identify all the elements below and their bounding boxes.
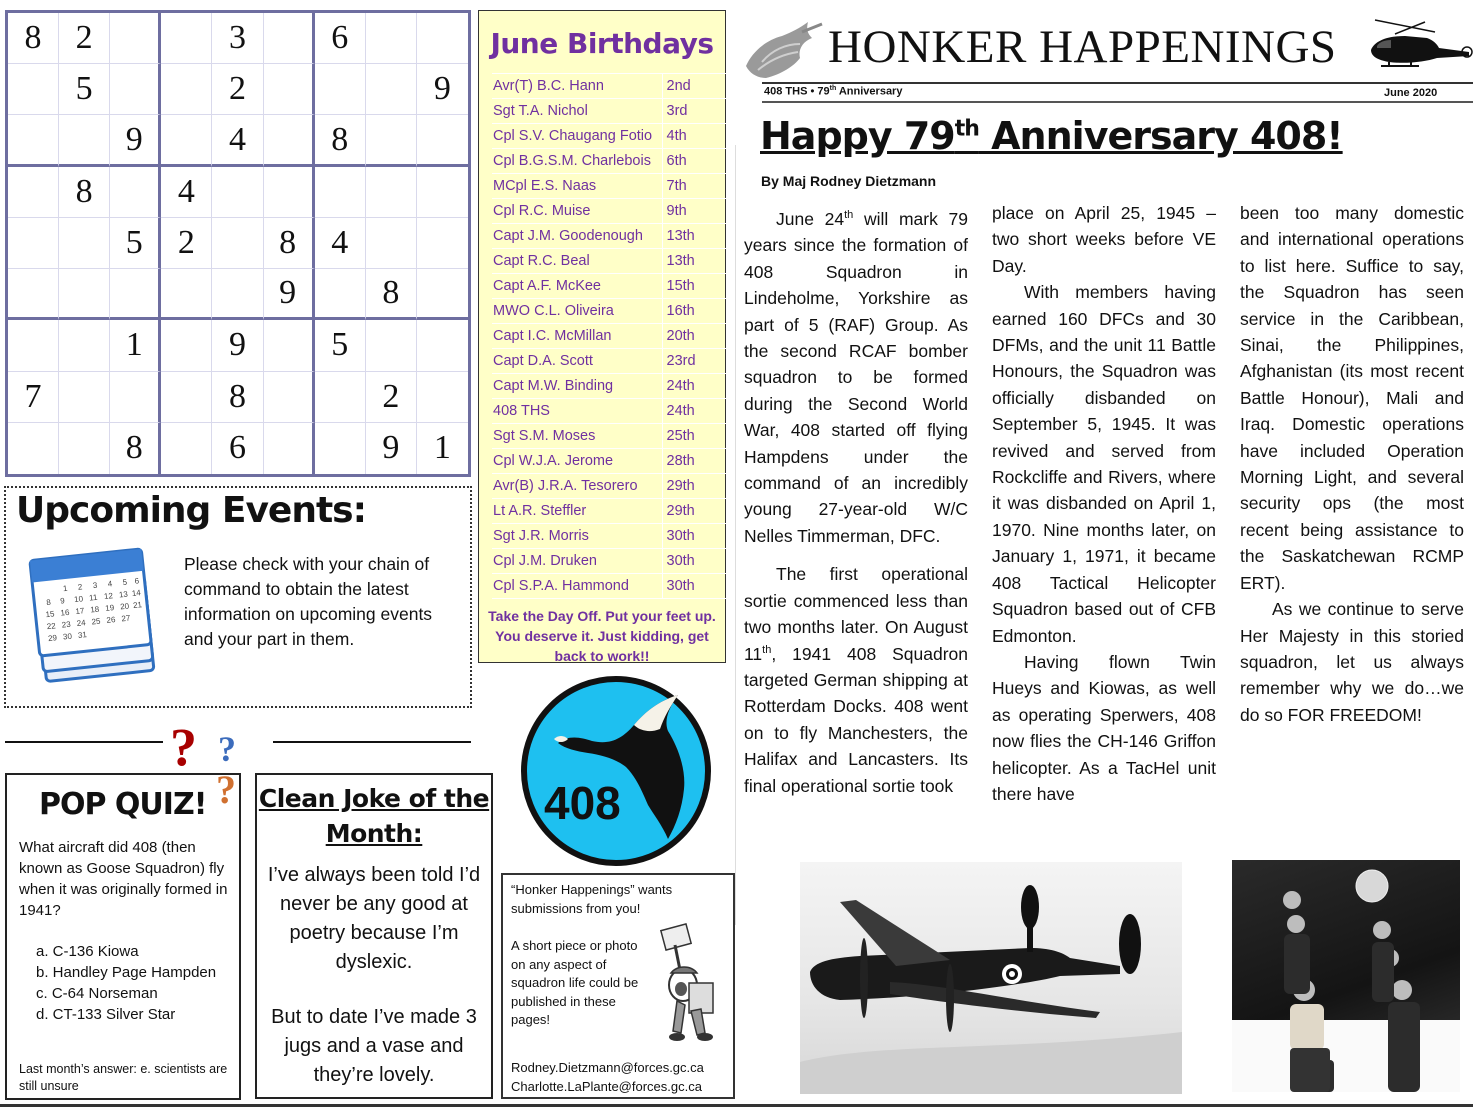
submissions-emails xyxy=(511,1059,733,1096)
svg-text:25: 25 xyxy=(91,616,101,627)
joke-setup: I’ve always been told I’d never be any good at poetry because I’m dyslexic. xyxy=(267,864,481,973)
svg-text:19: 19 xyxy=(104,603,115,613)
birthday-name: MCpl E.S. Naas xyxy=(492,174,662,199)
quiz-question: What aircraft did 408 (then known as Goose Squadron) fly when it was originally formed in 1941? xyxy=(19,839,228,919)
question-marks-icon: ? ? ? xyxy=(170,717,236,812)
sudoku-cell[interactable] xyxy=(8,320,59,371)
birthday-name: Capt A.F. McKee xyxy=(492,274,662,299)
sudoku-cell: 4 xyxy=(161,167,212,218)
sudoku-cell[interactable] xyxy=(366,218,417,269)
birthday-name: Cpl S.P.A. Hammond xyxy=(492,574,662,599)
svg-text:4: 4 xyxy=(107,579,113,589)
email-link-charlotte[interactable]: Charlotte.LaPlante@forces.gc.ca xyxy=(511,1078,702,1094)
sudoku-grid xyxy=(5,10,471,477)
svg-text:18: 18 xyxy=(89,604,100,615)
sudoku-cell[interactable] xyxy=(264,167,315,218)
birthday-name: Capt R.C. Beal xyxy=(492,249,662,274)
birthday-row xyxy=(492,474,726,499)
svg-text:5: 5 xyxy=(122,577,128,588)
birthday-name: Cpl W.J.A. Jerome xyxy=(492,449,662,474)
birthday-day: 13th xyxy=(662,249,726,274)
sudoku-cell: 2 xyxy=(366,372,417,423)
svg-text:20: 20 xyxy=(119,601,130,612)
svg-text:11: 11 xyxy=(88,592,98,603)
birthday-name: Avr(T) B.C. Hann xyxy=(492,74,662,99)
birthday-row xyxy=(492,224,726,249)
quiz-title: POP QUIZ! xyxy=(39,787,207,822)
pop-quiz-box xyxy=(5,773,241,1100)
birthday-name: Capt D.A. Scott xyxy=(492,349,662,374)
masthead-subtitle: 408 THS • 79th Anniversary xyxy=(764,85,903,98)
sudoku-cell[interactable] xyxy=(417,13,468,64)
article-paragraph: Having flown Twin Hueys and Kiowas, as well as operating Sperwers, 408 now flies the CH-146 Griffon helicopter. As a TacHel unit there have xyxy=(992,651,1216,804)
svg-text:27: 27 xyxy=(120,613,131,624)
birthday-day: 20th xyxy=(662,324,726,349)
sudoku-cell[interactable] xyxy=(8,115,59,166)
birthday-day: 24th xyxy=(662,374,726,399)
article-paragraph: June 24th will mark 79 years since the formation of 408 Squadron in Lindeholme, Yorkshire as part of 5 (RAF) Group. As the second RCAF bomber squadron to be formed during the Second World War, 408 started off flying Hampdens under the command of an incredibly young 27-year-old W/C Nelles Timmerman, DFC. xyxy=(744,209,968,546)
svg-text:12: 12 xyxy=(103,591,114,602)
birthday-row xyxy=(492,199,726,224)
birthday-row xyxy=(492,274,726,299)
birthday-name: MWO C.L. Oliveira xyxy=(492,299,662,324)
svg-text:14: 14 xyxy=(131,588,142,599)
masthead-rule-top xyxy=(762,82,1473,84)
sudoku-cell[interactable] xyxy=(315,167,366,218)
birthday-name: Avr(B) J.R.A. Tesorero xyxy=(492,474,662,499)
article-column-3 xyxy=(1240,200,1464,728)
birthday-row xyxy=(492,124,726,149)
sudoku-cell[interactable] xyxy=(161,320,212,371)
squadron-408-logo xyxy=(518,673,714,869)
svg-text:1: 1 xyxy=(62,583,68,594)
sudoku-cell[interactable] xyxy=(110,167,161,218)
sudoku-cell: 1 xyxy=(433,429,451,467)
divider-right xyxy=(273,741,471,743)
birthday-row xyxy=(492,299,726,324)
sudoku-cell: 8 xyxy=(366,269,417,320)
bomber-aircraft-icon xyxy=(800,862,1182,1094)
sudoku-cell[interactable] xyxy=(417,218,468,269)
sudoku-cell[interactable] xyxy=(417,167,468,218)
birthdays-title: June Birthdays xyxy=(490,27,714,60)
sudoku-cell[interactable] xyxy=(161,64,212,115)
page-bottom-rule xyxy=(0,1104,1473,1107)
birthday-name: Capt M.W. Binding xyxy=(492,374,662,399)
svg-text:3: 3 xyxy=(92,580,98,591)
birthday-day: 28th xyxy=(662,449,726,474)
sudoku-cell[interactable] xyxy=(212,218,263,269)
birthday-row xyxy=(492,249,726,274)
sudoku-cell[interactable] xyxy=(59,320,110,371)
sudoku-cell: 8 xyxy=(8,13,59,64)
svg-text:17: 17 xyxy=(74,606,85,617)
quiz-option: c. C-64 Norseman xyxy=(36,985,158,1002)
quiz-option: b. Handley Page Hampden xyxy=(36,964,217,981)
sudoku-cell[interactable] xyxy=(315,269,366,320)
issue-date: June 2020 xyxy=(1384,87,1438,99)
sudoku-cell[interactable] xyxy=(8,269,59,320)
article-paragraph: The first operational sortie commenced less than two months later. On August 11th, 1941 408 Squadron targeted German shipping at Rotterdam Docks. 408 went on to fly Manchesters, the Halifax and Lancasters. Its final operational sortie took xyxy=(744,564,968,796)
birthday-day: 9th xyxy=(662,199,726,224)
sudoku-cell[interactable] xyxy=(161,269,212,320)
article-paragraph: As we continue to serve Her Majesty in this storied squadron, let us always remember why we do…we do so FOR FREEDOM! xyxy=(1240,599,1464,725)
sudoku-cell: 9 xyxy=(417,64,468,115)
sudoku-cell: 4 xyxy=(212,115,263,166)
quiz-option: d. CT-133 Silver Star xyxy=(36,1006,176,1023)
birthday-name: 408 THS xyxy=(492,399,662,424)
birthday-row xyxy=(492,499,726,524)
birthday-day: 29th xyxy=(662,474,726,499)
svg-text:15: 15 xyxy=(45,609,55,620)
birthday-name: Sgt J.R. Morris xyxy=(492,524,662,549)
sudoku-cell: 6 xyxy=(212,423,263,474)
sudoku-cell: 5 xyxy=(315,320,366,371)
sudoku-cell[interactable] xyxy=(110,64,161,115)
calendar-icon xyxy=(26,546,166,686)
events-text: Please check with your chain of command to obtain the latest information on upcoming events and your part in them. xyxy=(184,554,433,649)
upcoming-events-box xyxy=(4,486,472,708)
sudoku-cell: 9 xyxy=(110,115,161,166)
joke-box xyxy=(255,773,493,1099)
goose-wing-icon xyxy=(742,22,827,80)
sudoku-cell[interactable] xyxy=(8,423,59,474)
birthday-day: 6th xyxy=(662,149,726,174)
birthdays-table xyxy=(492,73,726,599)
birthday-day: 15th xyxy=(662,274,726,299)
sudoku-cell[interactable] xyxy=(366,13,417,64)
sudoku-cell: 6 xyxy=(315,13,366,64)
svg-text:31: 31 xyxy=(77,630,88,640)
sudoku-cell: 9 xyxy=(264,269,315,320)
birthday-row xyxy=(492,399,726,424)
birthday-name: Capt J.M. Goodenough xyxy=(492,224,662,249)
sudoku-cell[interactable] xyxy=(8,64,59,115)
sudoku-cell: 8 xyxy=(59,167,110,218)
sudoku-cell[interactable] xyxy=(264,320,315,371)
column-divider xyxy=(735,145,736,925)
sudoku-cell[interactable] xyxy=(161,423,212,474)
sudoku-cell[interactable] xyxy=(8,167,59,218)
sudoku-cell[interactable] xyxy=(264,423,315,474)
birthday-row xyxy=(492,174,726,199)
birthday-row xyxy=(492,574,726,599)
birthday-day: 30th xyxy=(662,524,726,549)
sudoku-cell[interactable] xyxy=(110,372,161,423)
sudoku-cell: 7 xyxy=(8,372,59,423)
sudoku-cell: 5 xyxy=(110,218,161,269)
birthday-day: 30th xyxy=(662,549,726,574)
sudoku-cell[interactable] xyxy=(264,115,315,166)
aircrew-group-photo xyxy=(1232,860,1460,1092)
svg-text:2: 2 xyxy=(77,582,83,592)
birthday-day: 13th xyxy=(662,224,726,249)
sudoku-cell[interactable] xyxy=(366,64,417,115)
email-link-rodney[interactable]: Rodney.Dietzmann@forces.gc.ca xyxy=(511,1060,704,1075)
birthday-row xyxy=(492,524,726,549)
sudoku-cell[interactable] xyxy=(212,167,263,218)
birthday-day: 7th xyxy=(662,174,726,199)
sudoku-cell[interactable] xyxy=(59,372,110,423)
birthday-name: Capt I.C. McMillan xyxy=(492,324,662,349)
sudoku-cell: 9 xyxy=(212,320,263,371)
sudoku-cell[interactable] xyxy=(366,115,417,166)
svg-text:23: 23 xyxy=(61,619,72,630)
sudoku-cell[interactable] xyxy=(315,423,366,474)
svg-text:30: 30 xyxy=(62,631,73,642)
birthday-day: 30th xyxy=(662,574,726,599)
sudoku-cell[interactable] xyxy=(417,115,468,166)
sudoku-cell: 8 xyxy=(315,115,366,166)
birthday-row xyxy=(492,349,726,374)
sudoku-cell[interactable] xyxy=(59,423,110,474)
birthday-day: 16th xyxy=(662,299,726,324)
sudoku-cell: 2 xyxy=(161,218,212,269)
logo-408-text: 408 xyxy=(544,777,621,829)
birthday-row xyxy=(492,99,726,124)
birthday-row xyxy=(492,74,726,99)
sudoku-cell: 1 xyxy=(110,320,161,371)
birthday-day: 29th xyxy=(662,499,726,524)
newsboy-icon xyxy=(643,923,729,1053)
svg-text:22: 22 xyxy=(46,621,57,632)
newsletter-title: HONKER HAPPENINGS xyxy=(828,21,1337,73)
quiz-options xyxy=(36,941,216,1025)
svg-text:13: 13 xyxy=(118,589,129,600)
sudoku-cell[interactable] xyxy=(212,269,263,320)
sudoku-cell: 8 xyxy=(110,423,161,474)
sudoku-cell: 9 xyxy=(366,423,417,474)
sudoku-cell: 3 xyxy=(212,13,263,64)
sudoku-cell[interactable] xyxy=(417,372,468,423)
sudoku-cell[interactable] xyxy=(161,13,212,64)
sudoku-cell[interactable] xyxy=(59,115,110,166)
submissions-heading: “Honker Happenings” wants submissions from you! xyxy=(511,882,673,916)
article-paragraph: place on April 25, 1945 – two short weeks before VE Day. xyxy=(992,203,1216,276)
birthday-name: Sgt T.A. Nichol xyxy=(492,99,662,124)
birthday-name: Cpl R.C. Muise xyxy=(492,199,662,224)
birthday-row xyxy=(492,549,726,574)
sudoku-cell[interactable] xyxy=(417,320,468,371)
sudoku-cell: 4 xyxy=(315,218,366,269)
masthead-rule-bottom xyxy=(762,101,1473,103)
svg-text:29: 29 xyxy=(47,633,58,644)
birthday-day: 3rd xyxy=(662,99,726,124)
svg-text:6: 6 xyxy=(134,576,140,586)
submissions-box xyxy=(501,873,735,1099)
birthday-name: Cpl J.M. Druken xyxy=(492,549,662,574)
birthday-name: Cpl S.V. Chaugang Fotio xyxy=(492,124,662,149)
sudoku-cell: 5 xyxy=(59,64,110,115)
masthead xyxy=(740,12,1473,102)
lancaster-bomber-photo xyxy=(800,862,1182,1094)
sudoku-cell[interactable] xyxy=(59,218,110,269)
birthday-day: 23rd xyxy=(662,349,726,374)
birthday-row xyxy=(492,424,726,449)
divider-left xyxy=(5,741,163,743)
birthday-row xyxy=(492,449,726,474)
submissions-body: A short piece or photo on any aspect of squadron life could be published in these pages! xyxy=(511,938,639,1027)
sudoku-cell[interactable] xyxy=(161,372,212,423)
birthday-row xyxy=(492,374,726,399)
svg-text:24: 24 xyxy=(76,618,87,629)
svg-text:16: 16 xyxy=(60,607,70,618)
svg-text:8: 8 xyxy=(45,597,52,608)
helicopter-icon xyxy=(1365,16,1473,70)
sudoku-cell[interactable] xyxy=(264,64,315,115)
sudoku-cell: 2 xyxy=(212,64,263,115)
svg-text:10: 10 xyxy=(73,594,84,605)
article-column-1 xyxy=(744,206,968,799)
sudoku-cell[interactable] xyxy=(161,115,212,166)
sudoku-cell: 8 xyxy=(212,372,263,423)
quiz-option: a. C-136 Kiowa xyxy=(36,943,139,960)
birthday-row xyxy=(492,324,726,349)
june-birthdays-panel xyxy=(478,10,726,663)
sudoku-cell[interactable] xyxy=(417,269,468,320)
svg-text:9: 9 xyxy=(59,596,66,606)
birthday-day: 25th xyxy=(662,424,726,449)
birthday-day: 4th xyxy=(662,124,726,149)
aircrew-figures-icon xyxy=(1232,860,1460,1092)
sudoku-cell[interactable] xyxy=(110,13,161,64)
joke-title: Clean Joke of the Month: xyxy=(258,784,490,848)
sudoku-cell[interactable] xyxy=(59,269,110,320)
article-column-2 xyxy=(992,200,1216,807)
birthdays-footer: Take the Day Off. Put your feet up. You deserve it. Just kidding, get back to work!! xyxy=(488,608,716,664)
sudoku-cell[interactable] xyxy=(315,64,366,115)
sudoku-cell: 8 xyxy=(264,218,315,269)
last-month-answer: Last month’s answer: e. scientists are still unsure xyxy=(19,1062,228,1093)
sudoku-cell[interactable] xyxy=(264,13,315,64)
events-title: Upcoming Events: xyxy=(16,490,366,531)
birthday-row xyxy=(492,149,726,174)
birthday-name: Cpl B.G.S.M. Charlebois xyxy=(492,149,662,174)
sudoku-cell[interactable] xyxy=(264,372,315,423)
article-headline: Happy 79th Anniversary 408! xyxy=(760,114,1343,158)
article-paragraph: With members having earned 160 DFCs and 30 DFMs, and the unit 11 Battle Honours, the Squadron was officially disbanded on September 5, 1945. It was revived and served from Rockcliffe and Rivers, where it was disbanded on April 1, 1970. Nine months later, on January 1, 1971, it became 408 Tactical Helicopter Squadron based out of CFB Edmonton. xyxy=(992,282,1216,646)
svg-text:26: 26 xyxy=(106,615,116,625)
sudoku-cell[interactable] xyxy=(366,320,417,371)
sudoku-cell[interactable] xyxy=(8,218,59,269)
article-byline: By Maj Rodney Dietzmann xyxy=(761,173,937,189)
sudoku-cell[interactable] xyxy=(366,167,417,218)
sudoku-cell: 2 xyxy=(59,13,110,64)
birthday-name: Sgt S.M. Moses xyxy=(492,424,662,449)
birthday-day: 2nd xyxy=(662,74,726,99)
sudoku-cell[interactable] xyxy=(315,372,366,423)
joke-punchline: But to date I’ve made 3 jugs and a vase and they’re lovely. xyxy=(271,1006,477,1086)
birthday-name: Lt A.R. Steffler xyxy=(492,499,662,524)
birthday-day: 24th xyxy=(662,399,726,424)
sudoku-cell[interactable] xyxy=(110,269,161,320)
svg-text:21: 21 xyxy=(132,600,143,611)
article-paragraph: been too many domestic and international operations to list here. Suffice to say, the Squadron has seen service in the Caribbean, Sinai, the Philippines, Afghanistan (its most recent Battle Honour), Mali and Iraq. Domestic operations have included Operation Morning Light, and several security ops (the most recent being assistance to the Saskatchewan RCMP ERT). xyxy=(1240,203,1464,593)
